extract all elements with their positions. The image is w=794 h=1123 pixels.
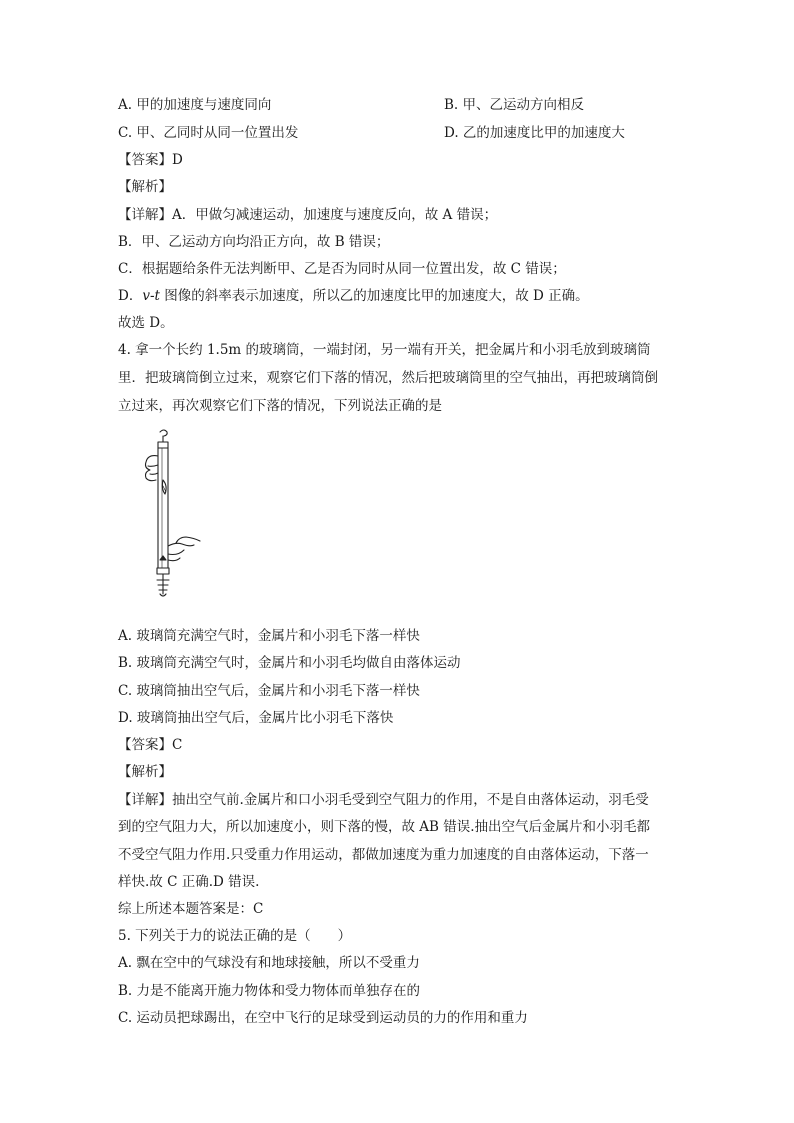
q4-detail-2: 到的空气阻力大，所以加速度小，则下落的慢，故 AB 错误.抽出空气后金属片和小羽毛都 (118, 819, 651, 835)
q3-detail-3: C．根据题给条件无法判断甲、乙是否为同时从同一位置出发，故 C 错误； (118, 261, 566, 277)
q3-detail-4-prefix: D． (118, 288, 143, 304)
q4-detail-1: 【详解】抽出空气前.金属片和口小羽毛受到空气阻力的作用，不是自由落体运动，羽毛受 (118, 792, 649, 808)
q5-option-c: C. 运动员把球踢出，在空中飞行的足球受到运动员的力的作用和重力 (118, 1010, 528, 1026)
q3-analysis-label: 【解析】 (118, 179, 172, 195)
q3-option-b: B. 甲、乙运动方向相反 (444, 97, 585, 113)
q5-stem: 5. 下列关于力的说法正确的是（ ） (118, 928, 352, 944)
q3-option-d: D. 乙的加速度比甲的加速度大 (444, 125, 625, 141)
q4-option-c: C. 玻璃筒抽出空气后，金属片和小羽毛下落一样快 (118, 683, 420, 699)
q3-detail-1: 【详解】A．甲做匀减速运动，加速度与速度反向，故 A 错误； (118, 207, 498, 223)
q3-detail-2: B．甲、乙运动方向均沿正方向，故 B 错误； (118, 234, 390, 250)
q3-option-c: C. 甲、乙同时从同一位置出发 (118, 125, 299, 141)
q4-summary: 综上所述本题答案是：C (118, 901, 264, 917)
q3-answer: 【答案】D (118, 152, 183, 168)
q4-stem-line-3: 立过来，再次观察它们下落的情况，下列说法正确的是 (118, 398, 442, 414)
q4-option-d: D. 玻璃筒抽出空气后，金属片比小羽毛下落快 (118, 710, 394, 726)
q3-detail-4-rest: 图像的斜率表示加速度，所以乙的加速度比甲的加速度大，故 D 正确。 (159, 288, 589, 304)
q4-stem-line-2: 里．把玻璃筒倒立过来，观察它们下落的情况，然后把玻璃筒里的空气抽出，再把玻璃筒倒 (118, 370, 658, 386)
q4-analysis-label: 【解析】 (118, 764, 172, 780)
q5-option-a: A. 飘在空中的气球没有和地球接触，所以不受重力 (118, 955, 420, 971)
q4-detail-4: 样快.故 C 正确.D 错误. (118, 874, 260, 890)
q3-detail-4-italic: v-t (142, 288, 160, 304)
q4-detail-3: 不受空气阻力作用.只受重力作用运动，都做加速度为重力加速度的自由落体运动，下落一 (118, 847, 649, 863)
q4-option-a: A. 玻璃筒充满空气时，金属片和小羽毛下落一样快 (118, 628, 420, 644)
q4-answer: 【答案】C (118, 737, 183, 753)
q3-detail-4 (118, 286, 589, 306)
q4-option-b: B. 玻璃筒充满空气时，金属片和小羽毛均做自由落体运动 (118, 655, 461, 671)
q4-stem-line-1: 4. 拿一个长约 1.5m 的玻璃筒，一端封闭，另一端有开关，把金属片和小羽毛放到玻璃筒 (118, 342, 651, 358)
q3-option-a: A. 甲的加速度与速度同向 (118, 97, 272, 113)
q3-conclusion: 故选 D。 (118, 315, 174, 331)
q5-option-b: B. 力是不能离开施力物体和受力物体而单独存在的 (118, 983, 421, 999)
glass-tube-figure (136, 428, 216, 604)
